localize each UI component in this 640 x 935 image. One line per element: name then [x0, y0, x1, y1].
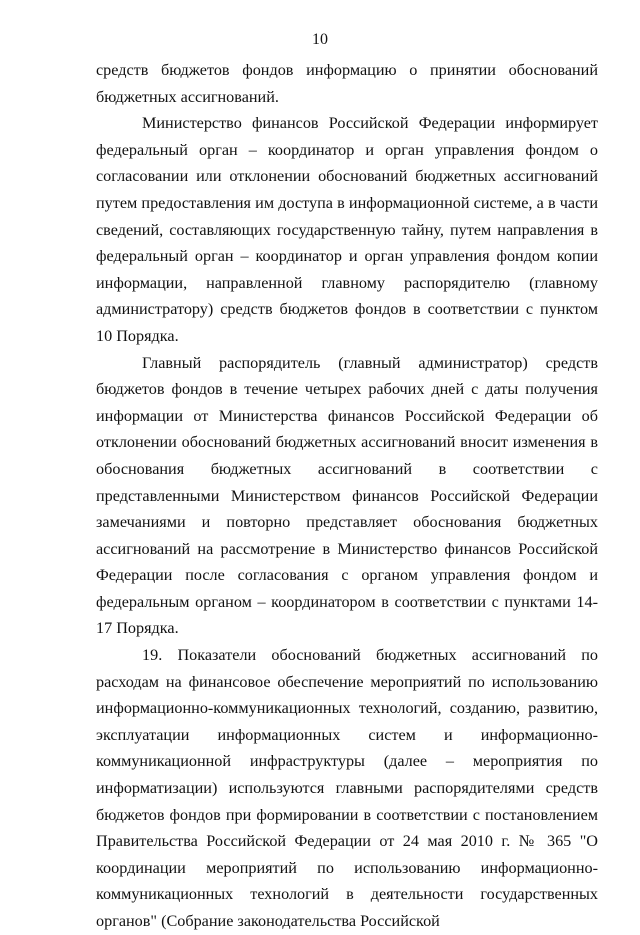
paragraph-ministry-informs: Министерство финансов Российской Федерации информирует федеральный орган – координатор и орган управления фондом о согласовании или отклонении обоснований бюджетных ассигнований путем предоставления им доступа в информационной системе, а в части сведений, составляющих государственную тайну, путем направления в федеральный орган – координатор и орган управления фондом копии информации, направленной главному распорядителю (главному администратору) средств бюджетов фондов в соответствии с пунктом 10 Порядка. — [96, 114, 598, 345]
page-number: 10 — [312, 31, 328, 48]
paragraph-continuation: средств бюджетов фондов информацию о принятии обоснований бюджетных ассигнований. — [96, 61, 598, 106]
paragraph-main-administrator: Главный распорядитель (главный администратор) средств бюджетов фондов в течение четырех рабочих дней с даты получения информации от Министерства финансов Российской Федерации об отклонении обоснований бюджетных ассигнований вносит изменения в обоснования бюджетных ассигнований в соответствии с представленными Министерством финансов Российской Федерации замечаниями и повторно представляет обоснования бюджетных ассигнований на рассмотрение в Министерство финансов Российской Федерации после согласования с органом управления фондом и федеральным органом – координатором в соответствии с пунктами 14-17 Порядка. — [96, 353, 598, 638]
document-body — [96, 57, 598, 935]
paragraph-item-19: 19. Показатели обоснований бюджетных ассигнований по расходам на финансовое обеспечение мероприятий по использованию информационно-коммуникационных технологий, созданию, развитию, эксплуатации информационных систем и информационно-коммуникационной инфраструктуры (далее – мероприятия по информатизации) используются главными распорядителями средств бюджетов фондов при формировании в соответствии с постановлением Правительства Российской Федерации от 24 мая 2010 г. № 365 "О координации мероприятий по использованию информационно-коммуникационных технологий в деятельности государственных органов" (Собрание законодательства Российской — [96, 646, 598, 930]
